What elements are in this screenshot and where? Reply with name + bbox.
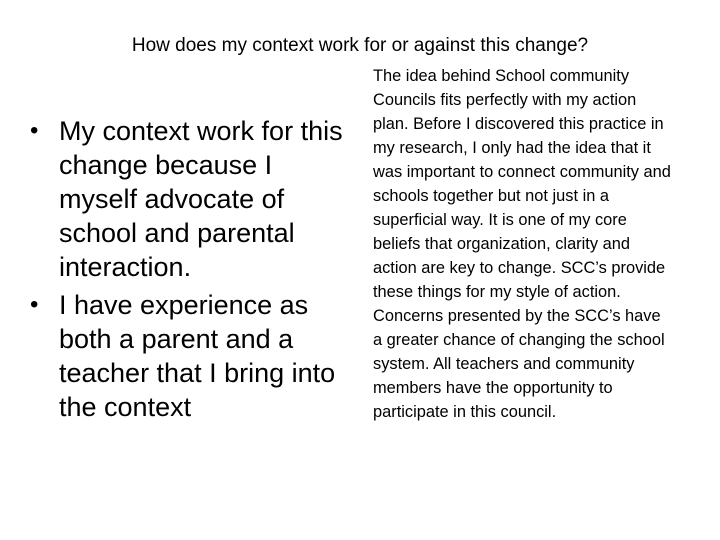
bullet-dot-icon: • [30, 117, 39, 144]
bullet-text: My context work for this change because I myself advocate of school and parental interaction. [59, 116, 343, 282]
body-paragraph: The idea behind School community Councils fits perfectly with my action plan. Before I discovered this practice in my research, I only had the idea that it was important to connect community and schools together but not just in a superficial way. It is one of my core beliefs that organization, clarity and action are key to change. SCC’s provide these things for my style of action. Concerns presented by the SCC’s have a greater chance of changing the school system. All teachers and community members have the opportunity to participate in this council. [373, 67, 671, 421]
bullet-item [30, 114, 350, 284]
bullet-text: I have experience as both a parent and a teacher that I bring into the context [59, 290, 336, 422]
slide-title: How does my context work for or against this change? [131, 35, 589, 56]
bullet-list [30, 114, 350, 428]
bullet-item [30, 288, 350, 424]
bullet-dot-icon: • [30, 291, 39, 318]
